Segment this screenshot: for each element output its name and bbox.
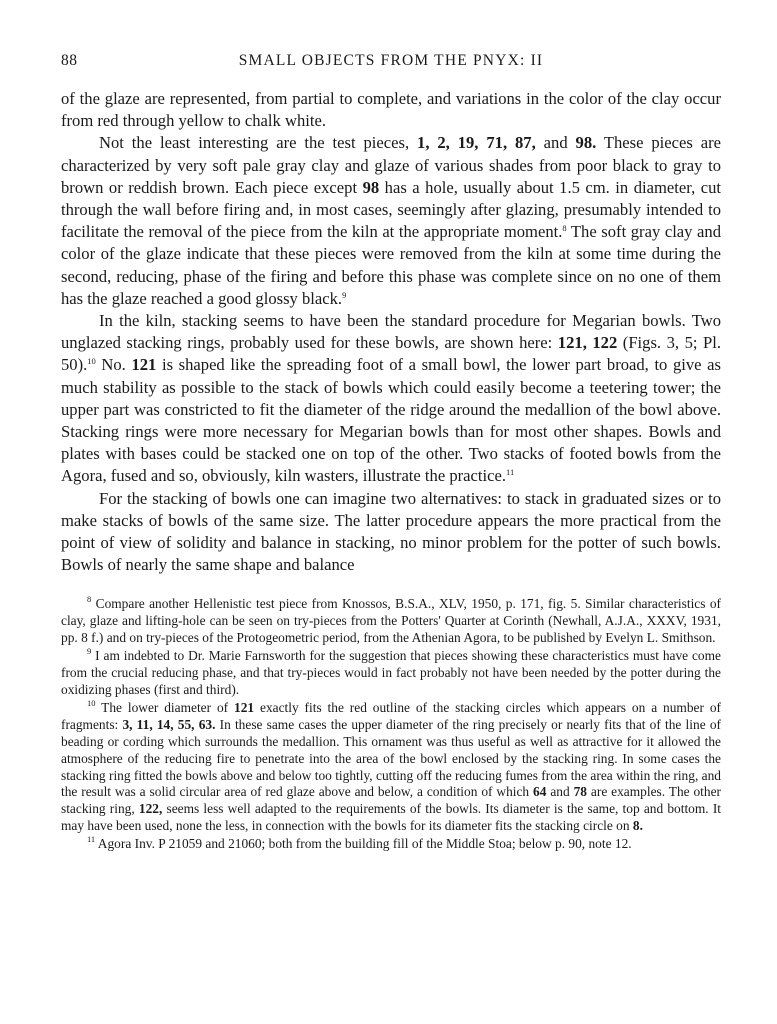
footnote-text: The lower diameter of (95, 699, 235, 715)
footnote-text: and (546, 784, 574, 800)
body-text (61, 88, 721, 576)
catalog-number: 78 (573, 784, 587, 800)
paragraph-3 (61, 310, 721, 488)
footnote-number: 9 (87, 646, 92, 657)
footnote-9 (61, 648, 721, 699)
catalog-number: 8. (632, 818, 643, 834)
footnote-text: Compare another Hellenistic test piece from Knossos, B.S.A., XLV, 1950, p. 171, fig. 5. Similar characteristics of clay, glaze and lifting-hole can be seen on try-pieces from the Potters' Quarter at Corinth (Newhall, A.J.A., XXXV, 1931, pp. 8 f.) and on try-pieces of the Protogeometric period, from the Athenian Agora, to be published by Evelyn L. Smithson. (61, 596, 721, 646)
footnote-number: 10 (87, 697, 96, 708)
paragraph-1: of the glaze are represented, from partial to complete, and variations in the color of the clay occur from red through yellow to chalk white. (61, 89, 721, 131)
catalog-number: 121 (234, 699, 255, 715)
catalog-number: 98 (362, 177, 380, 197)
footnote-10 (61, 697, 722, 835)
footnote-number: 8 (87, 594, 92, 605)
running-title: SMALL OBJECTS FROM THE PNYX: II (238, 52, 544, 69)
text-run: The soft gray clay and color of the glaze indicate that these pieces were removed from the kiln at some time during the second, reducing, phase of the firing and before this phase was complete since on no one of them has the glaze reached a good glossy black. (61, 222, 721, 308)
footnote-text: exactly fits the red outline of the stacking circles which appears on a number of fragments: (61, 699, 721, 732)
page (61, 52, 721, 854)
catalog-numbers: 3, 11, 14, 55, 63. (122, 716, 216, 732)
text-run: has a hole, usually about 1.5 cm. in diameter, cut through the wall before firing and, in most cases, seemingly after glazing, presumably intended to facilitate the removal of the piece from the kiln at the appropriate moment. (61, 177, 722, 242)
footnote-ref-8: 8 (562, 223, 567, 234)
footnote-text: seems less well adapted to the requirements of the bowls. Its diameter is the same, top and bottom. It may have been used, none the less, in connection with the bowls for its diameter fits the stacking circle on (61, 801, 721, 834)
footnote-number: 11 (87, 834, 96, 845)
footnotes (61, 596, 721, 853)
footnote-ref-9: 9 (342, 289, 347, 300)
page-number: 88 (61, 52, 78, 69)
catalog-number: 98. (575, 133, 597, 153)
text-run: and (535, 133, 576, 153)
text-run: (Figs. 3, 5; Pl. 50). (61, 333, 722, 375)
footnote-11 (61, 836, 721, 853)
paragraph-4: For the stacking of bowls one can imagine two alternatives: to stack in graduated sizes or to make stacks of bowls of the same size. The latter procedure appears the more practical from the point of view of solidity and balance in stacking, no minor problem for the potter of such bowls. Bowls of nearly the same shape and balance (61, 488, 721, 575)
footnote-text: In these same cases the upper diameter of the ring precisely or nearly fits that of the line of beading or cording which surrounds the medallion. This ornament was thus useful as well as attractive for it allowed the atmosphere of the reducing fire to penetrate into the area of the bowl enclosed by the stacking ring. In some cases the stacking ring fitted the bowls above and below too tightly, cutting off the reducing fumes from the area within the ring, and the result was a solid circular area of red glaze above and below, a condition of which (61, 716, 721, 800)
footnote-text: are examples. The other stacking ring, (61, 784, 722, 817)
catalog-number: 64 (533, 784, 547, 800)
catalog-number: 121 (131, 355, 157, 375)
text-run: is shaped like the spreading foot of a small bowl, the lower part broad, to give as much stability as possible to the stack of bowls which could easily become a teetering tower; the upper part was constricted to fit the diameter of the ridge around the medallion of the bowl above. Stacking rings were more necessary for Megarian bowls than for most other shapes. Bowls and plates with bases could be stacked one on top of the other. Two stacks of footed bowls from the Agora, fused and so, obviously, kiln wasters, illustrate the practice. (61, 355, 721, 486)
footnote-8 (61, 596, 721, 647)
text-run: No. (95, 355, 132, 375)
footnote-ref-11: 11 (506, 467, 515, 478)
catalog-number: 122, (138, 801, 163, 817)
text-run: These pieces are characterized by very soft pale gray clay and glaze of various shades from poor black to gray to brown or reddish brown. Each piece except (61, 133, 722, 197)
footnote-separator (61, 576, 721, 596)
text-run: In the kiln, stacking seems to have been the standard procedure for Megarian bowls. Two unglazed stacking rings, probably used for these bowls, are shown here: (61, 311, 721, 353)
running-head (61, 52, 721, 74)
text-run: Not the least interesting are the test pieces, (99, 133, 418, 153)
catalog-numbers: 1, 2, 19, 71, 87, (417, 133, 536, 153)
footnote-ref-10: 10 (87, 356, 96, 367)
catalog-numbers: 121, 122 (557, 333, 618, 353)
footnote-text: I am indebted to Dr. Marie Farnsworth for the suggestion that pieces showing these characteristics must have come from the crucial reducing phase, and that try-pieces would in fact probably not have been needed by the potter during the oxidizing phases (first and third). (61, 648, 721, 697)
paragraph-2 (61, 132, 721, 310)
footnote-text: Agora Inv. P 21059 and 21060; both from the building fill of the Middle Stoa; below p. 90, note 12. (95, 836, 632, 852)
